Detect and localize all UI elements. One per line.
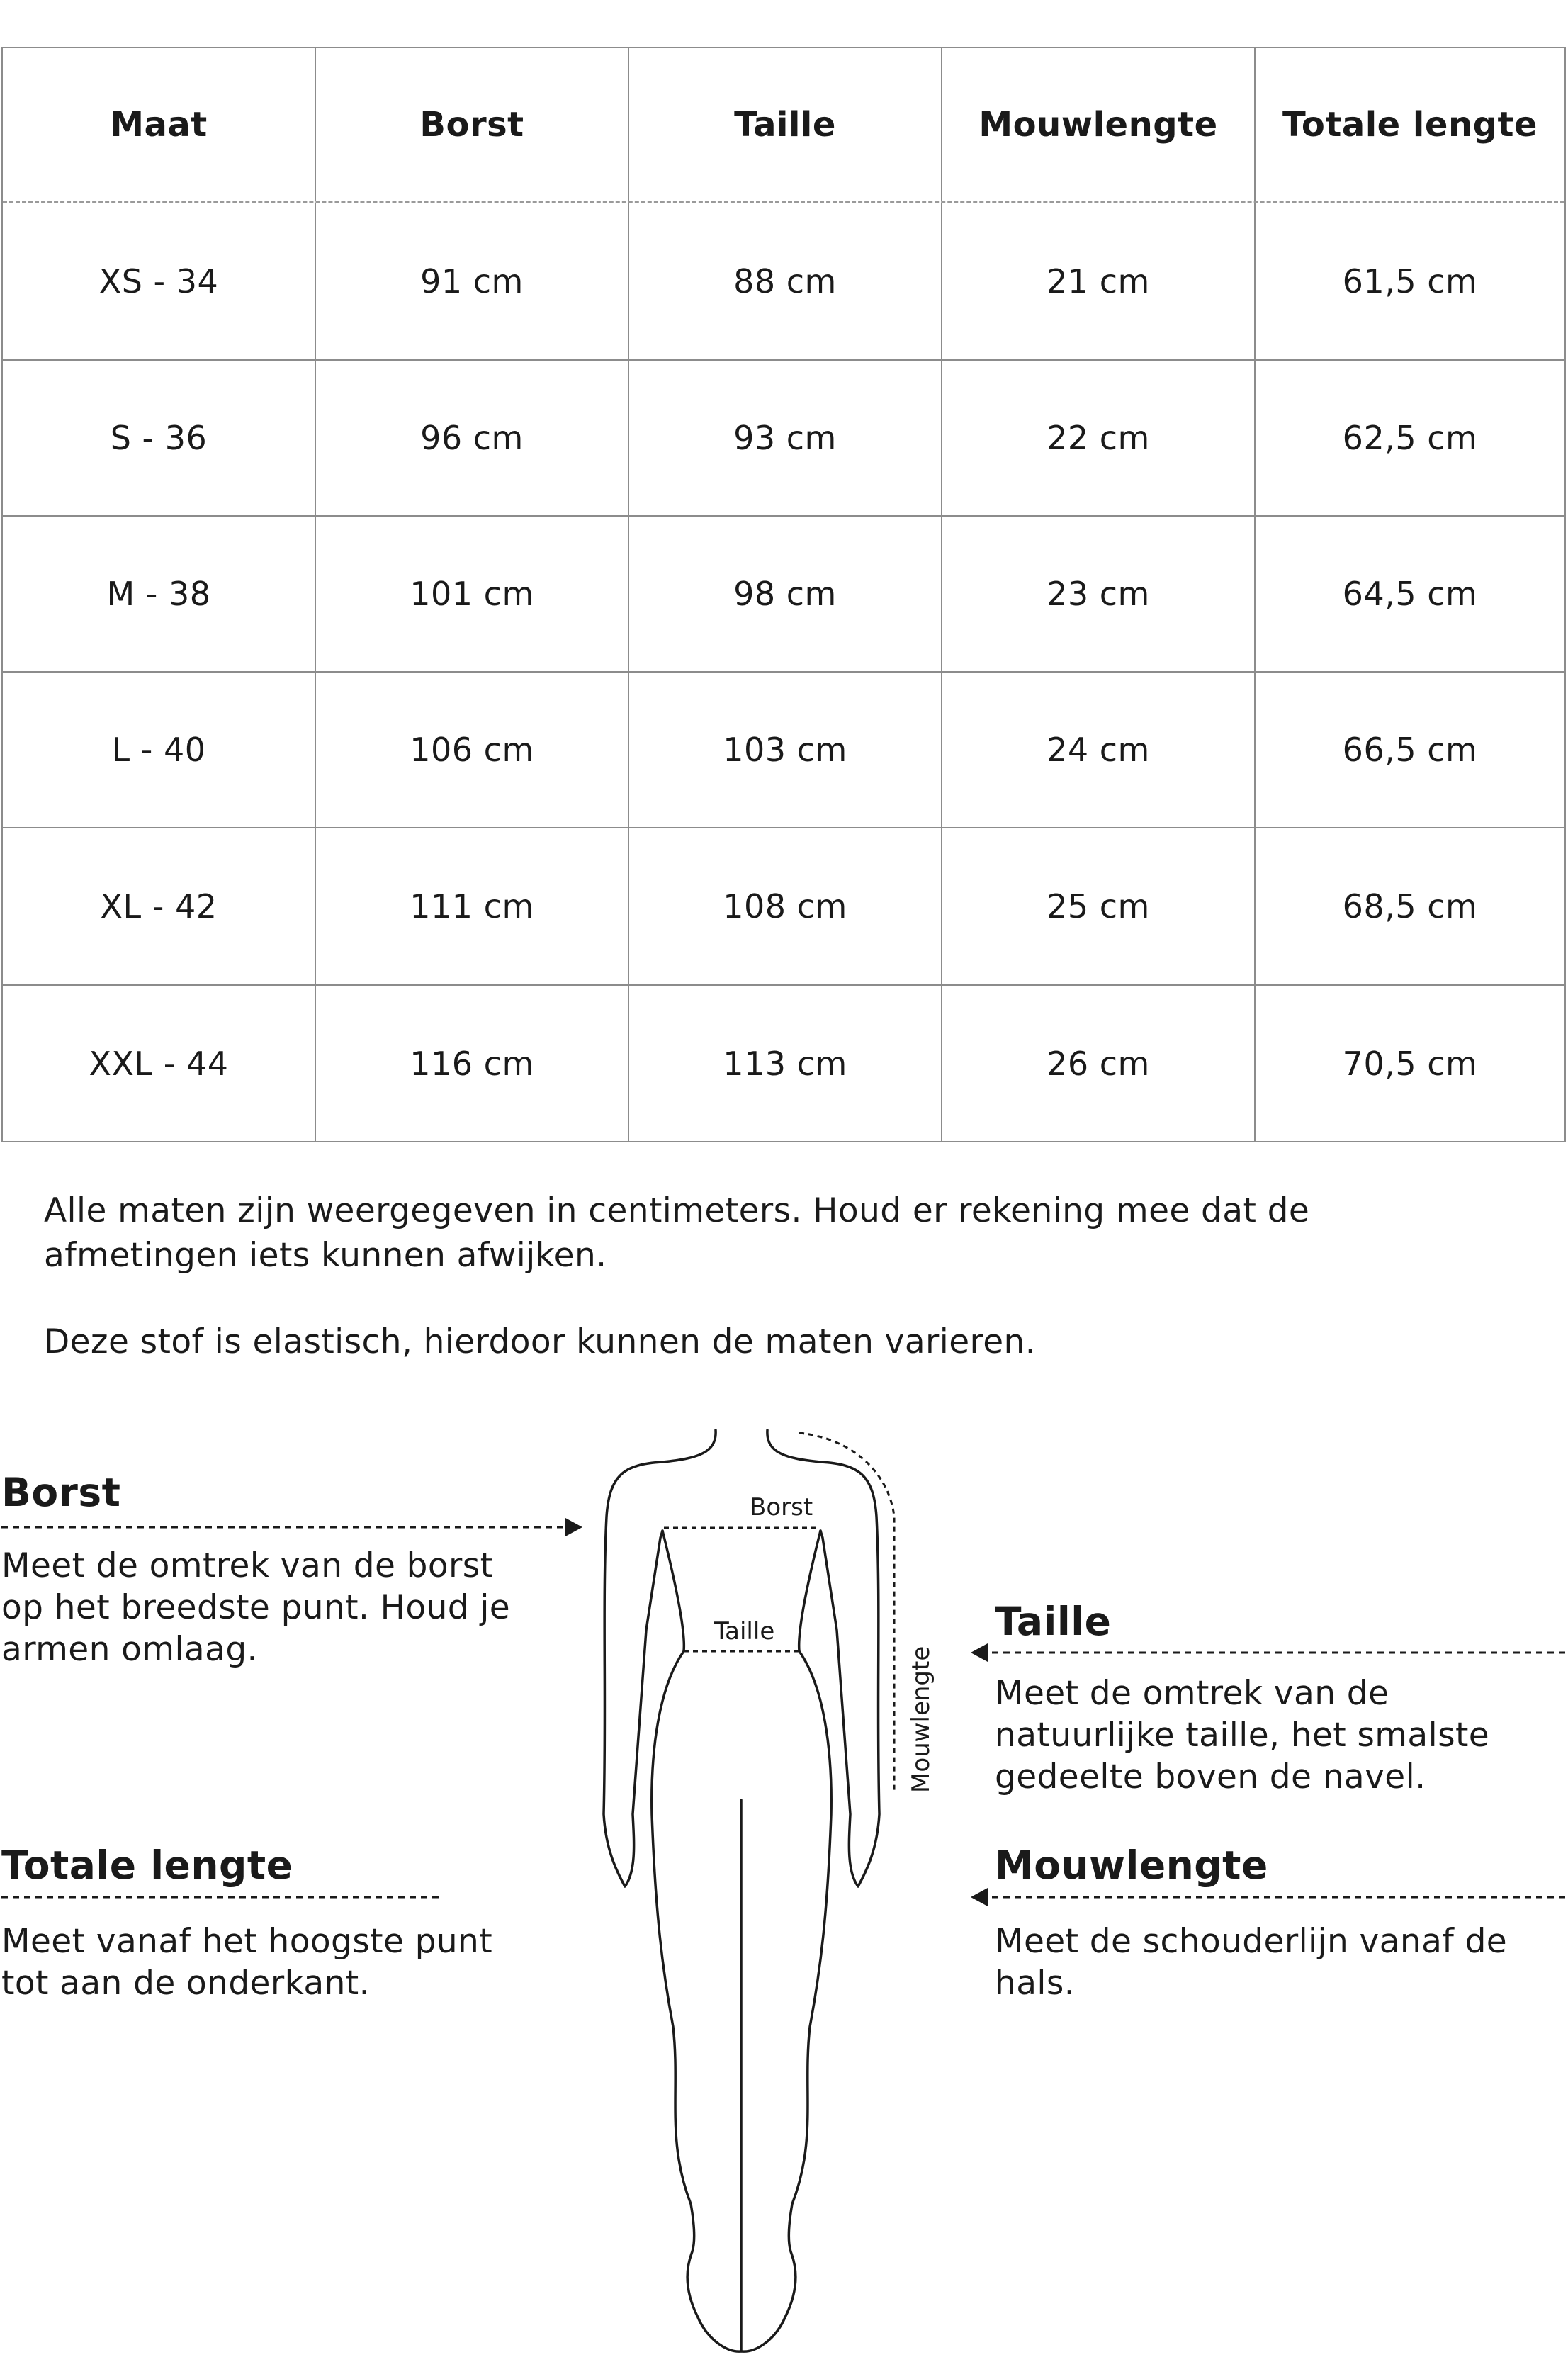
guide-text-line: natuurlijke taille, het smalste: [995, 1716, 1490, 1755]
table-cell: 116 cm: [316, 986, 629, 1141]
arrow-left-icon: [971, 1888, 988, 1906]
figure-mouwlengte-line: [799, 1433, 894, 1793]
guide-text-line: Meet de schouderlijn vanaf de: [995, 1922, 1508, 1961]
table-cell: 106 cm: [316, 673, 629, 827]
guide-text-line: hals.: [995, 1964, 1076, 2003]
figure-label-mouwlengte: Mouwlengte: [907, 1646, 935, 1793]
table-cell: XS - 34: [3, 203, 316, 359]
table-cell: 91 cm: [316, 203, 629, 359]
figure-label-borst: Borst: [750, 1493, 813, 1522]
table-cell: 61,5 cm: [1342, 262, 1478, 300]
measurement-note-line: afmetingen iets kunnen afwijken.: [44, 1236, 607, 1275]
table-cell: 66,5 cm: [1342, 731, 1478, 769]
table-cell: 24 cm: [942, 673, 1256, 827]
table-cell: 96 cm: [316, 361, 629, 515]
table-cell: 111 cm: [316, 828, 629, 984]
measurement-note-line: Alle maten zijn weergegeven in centimeters. Houd er rekening mee dat de: [44, 1191, 1310, 1230]
guide-text-line: op het breedste punt. Houd je: [1, 1588, 511, 1627]
guide-text-line: tot aan de onderkant.: [1, 1964, 370, 2003]
guide-text-line: armen omlaag.: [1, 1630, 258, 1669]
body-figure-icon: [604, 1430, 879, 2351]
table-cell: 70,5 cm: [1342, 1044, 1478, 1083]
table-cell: 98 cm: [629, 517, 942, 671]
table-cell: 103 cm: [629, 673, 942, 827]
guide-title-borst: Borst: [1, 1470, 121, 1515]
arrow-right-icon: [565, 1518, 582, 1536]
guide-text-line: Meet de omtrek van de: [995, 1674, 1389, 1713]
column-header-maat: Maat: [3, 48, 316, 201]
fabric-stretch-note: Deze stof is elastisch, hierdoor kunnen de maten varieren.: [44, 1322, 1037, 1361]
table-cell: 68,5 cm: [1342, 887, 1478, 926]
guide-title-mouwlengte: Mouwlengte: [995, 1843, 1268, 1888]
table-cell: M - 38: [3, 517, 316, 671]
column-header-borst: Borst: [316, 48, 629, 201]
arrow-left-icon: [971, 1643, 988, 1662]
table-cell: 25 cm: [942, 828, 1256, 984]
table-cell: 21 cm: [942, 203, 1256, 359]
table-cell: 22 cm: [942, 361, 1256, 515]
figure-label-taille: Taille: [714, 1617, 775, 1646]
table-cell: 26 cm: [942, 986, 1256, 1141]
guide-text-line: gedeelte boven de navel.: [995, 1758, 1426, 1796]
table-cell: 88 cm: [629, 203, 942, 359]
table-cell: 64,5 cm: [1342, 575, 1478, 613]
table-cell: XXL - 44: [3, 986, 316, 1141]
table-cell: 113 cm: [629, 986, 942, 1141]
table-cell: S - 36: [3, 361, 316, 515]
guide-text-line: Meet de omtrek van de borst: [1, 1546, 494, 1585]
table-cell: XL - 42: [3, 828, 316, 984]
table-cell: 62,5 cm: [1342, 419, 1478, 457]
table-cell: 93 cm: [629, 361, 942, 515]
column-header-taille: Taille: [629, 48, 942, 201]
guide-title-taille: Taille: [995, 1599, 1112, 1644]
column-header-totale-lengte: Totale lengte: [1282, 105, 1538, 145]
table-cell: 108 cm: [629, 828, 942, 984]
table-cell: 23 cm: [942, 517, 1256, 671]
guide-title-totale-lengte: Totale lengte: [1, 1843, 293, 1888]
table-cell: 101 cm: [316, 517, 629, 671]
column-header-mouwlengte: Mouwlengte: [942, 48, 1256, 201]
table-cell: L - 40: [3, 673, 316, 827]
guide-text-line: Meet vanaf het hoogste punt: [1, 1922, 493, 1961]
